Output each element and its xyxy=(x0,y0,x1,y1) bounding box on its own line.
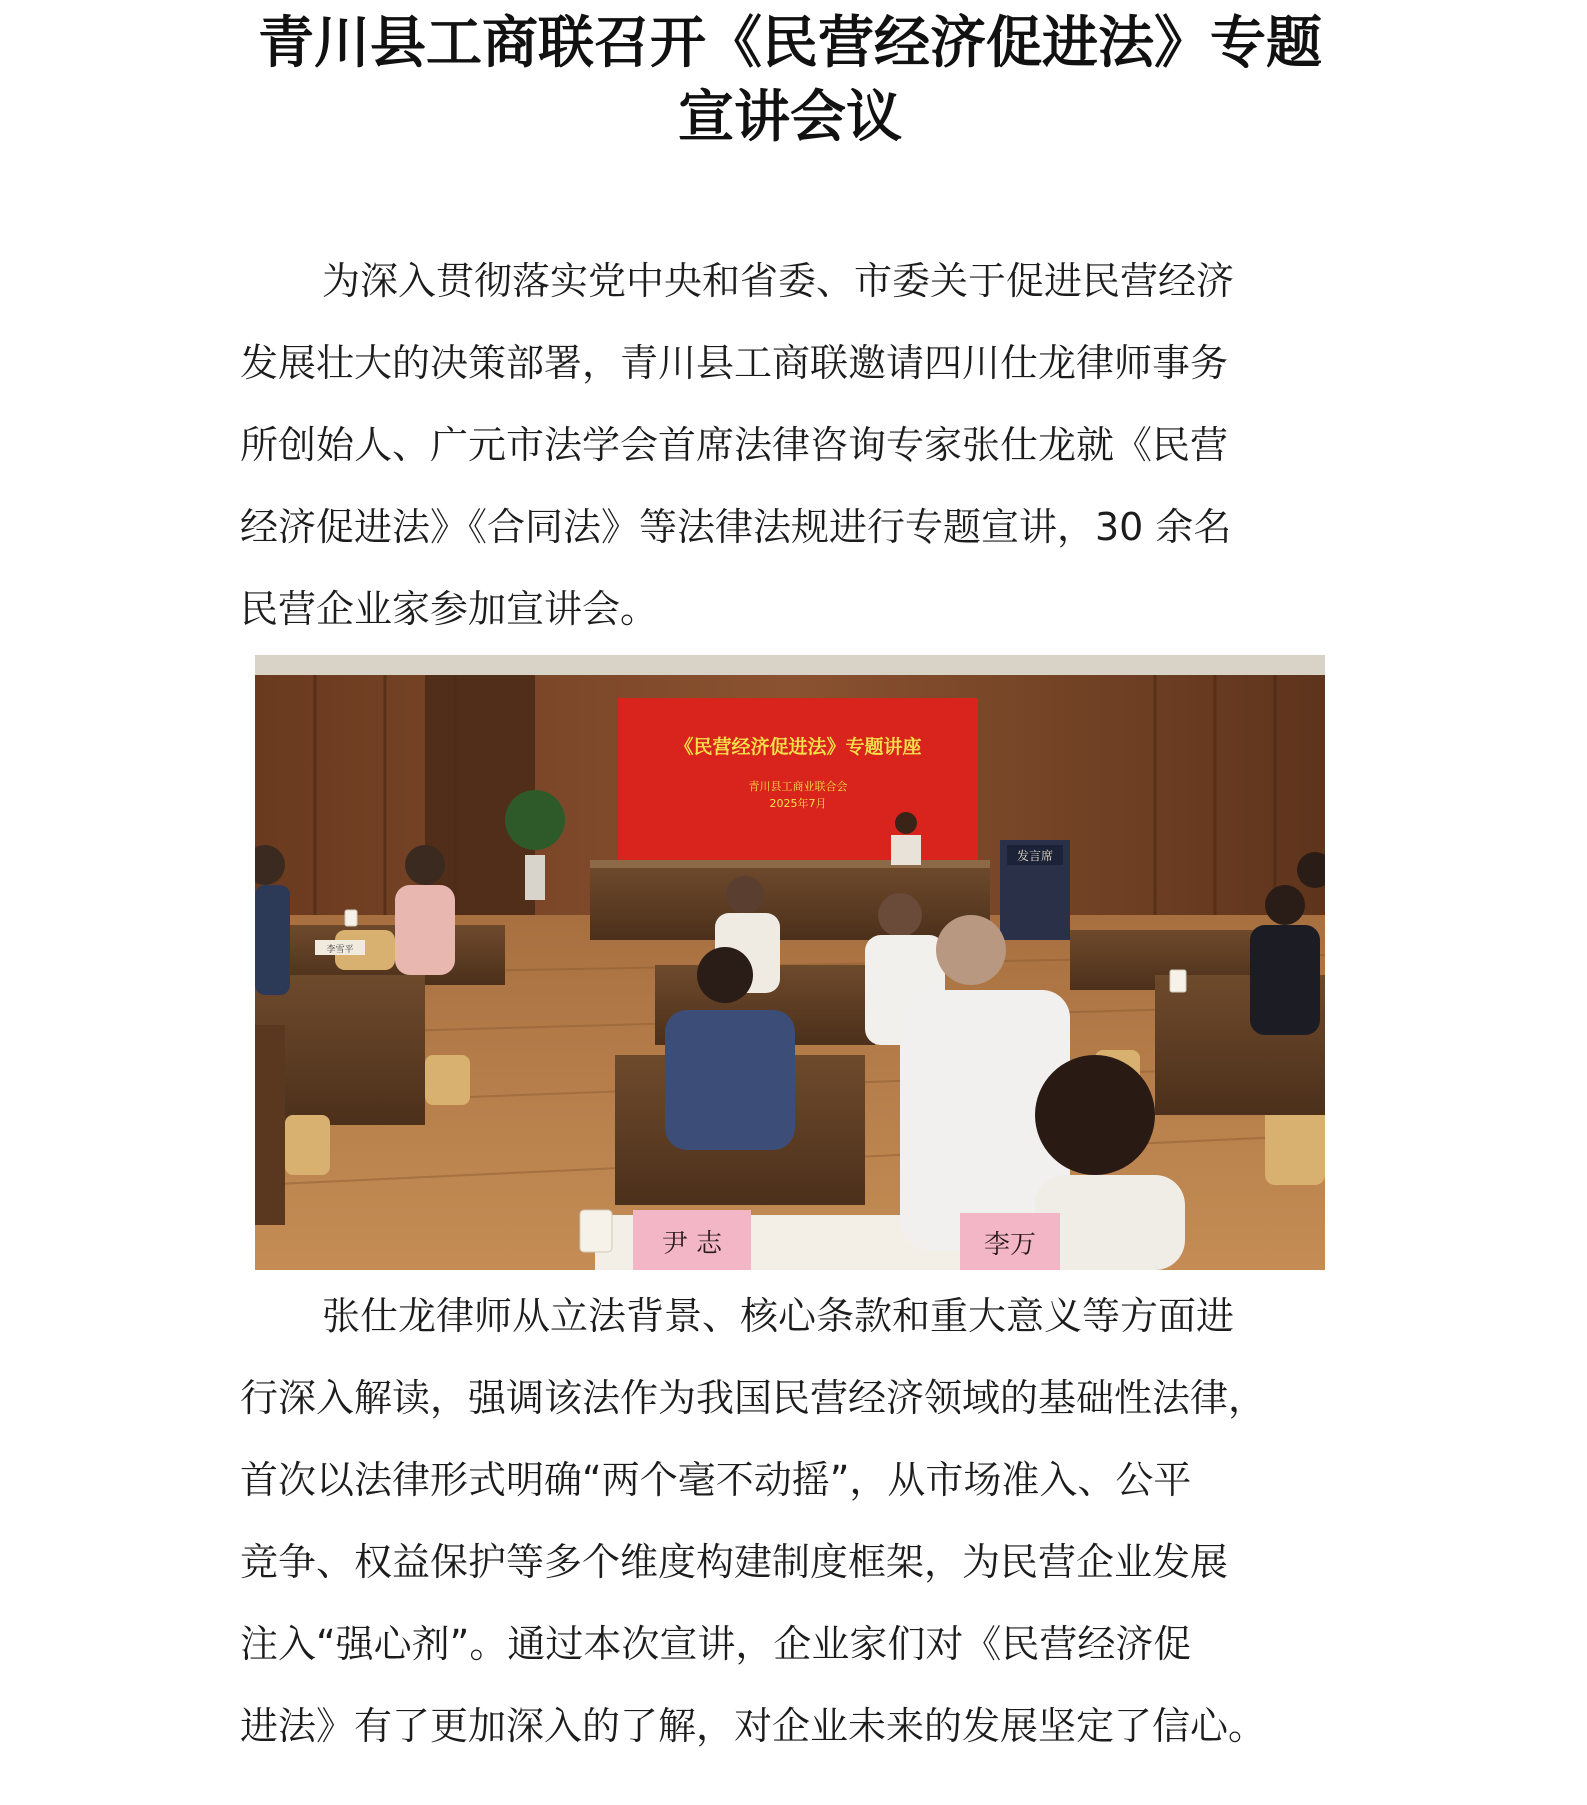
meeting-photo xyxy=(255,655,1325,1270)
paragraph-2-line: 首次以法律形式明确“两个毫不动摇”，从市场准入、公平 xyxy=(240,1458,1192,1502)
article-title-line-2: 宣讲会议 xyxy=(678,84,902,150)
paragraph-2-line: 注入“强心剂”。通过本次宣讲，企业家们对《民营经济促 xyxy=(240,1622,1192,1666)
screen-org: 青川县工商业联合会 xyxy=(748,780,848,793)
article-title-line-1: 青川县工商联召开《民营经济促进法》专题 xyxy=(258,10,1322,76)
paragraph-1 xyxy=(240,240,1360,650)
paragraph-2-line: 进法》有了更加深入的了解，对企业未来的发展坚定了信心。 xyxy=(240,1704,1267,1748)
paragraph-1-line: 发展壮大的决策部署，青川县工商联邀请四川仕龙律师事务 xyxy=(240,341,1229,385)
name-card-3: 李雪平 xyxy=(326,945,354,955)
podium-label: 发言席 xyxy=(1016,849,1054,863)
paragraph-2-line: 竞争、权益保护等多个维度构建制度框架，为民营企业发展 xyxy=(240,1540,1229,1584)
paragraph-1-line: 民营企业家参加宣讲会。 xyxy=(240,587,659,631)
name-card-2: 李万 xyxy=(983,1230,1037,1260)
paragraph-1-line: 为深入贯彻落实党中央和省委、市委关于促进民营经济 xyxy=(322,259,1235,303)
screen-title: 《民营经济促进法》专题讲座 xyxy=(674,736,922,758)
paragraph-2-line: 行深入解读，强调该法作为我国民营经济领域的基础性法律， xyxy=(240,1376,1267,1420)
screen-date: 2025年7月 xyxy=(769,797,827,810)
paragraph-2-line: 张仕龙律师从立法背景、核心条款和重大意义等方面进 xyxy=(322,1294,1235,1338)
paragraph-1-line: 所创始人、广元市法学会首席法律咨询专家张仕龙就《民营 xyxy=(240,423,1229,467)
paragraph-1-line: 经济促进法》《合同法》等法律法规进行专题宣讲，30 余名 xyxy=(240,505,1232,549)
paragraph-2 xyxy=(240,1275,1360,1767)
name-card-1: 尹 志 xyxy=(661,1229,723,1259)
